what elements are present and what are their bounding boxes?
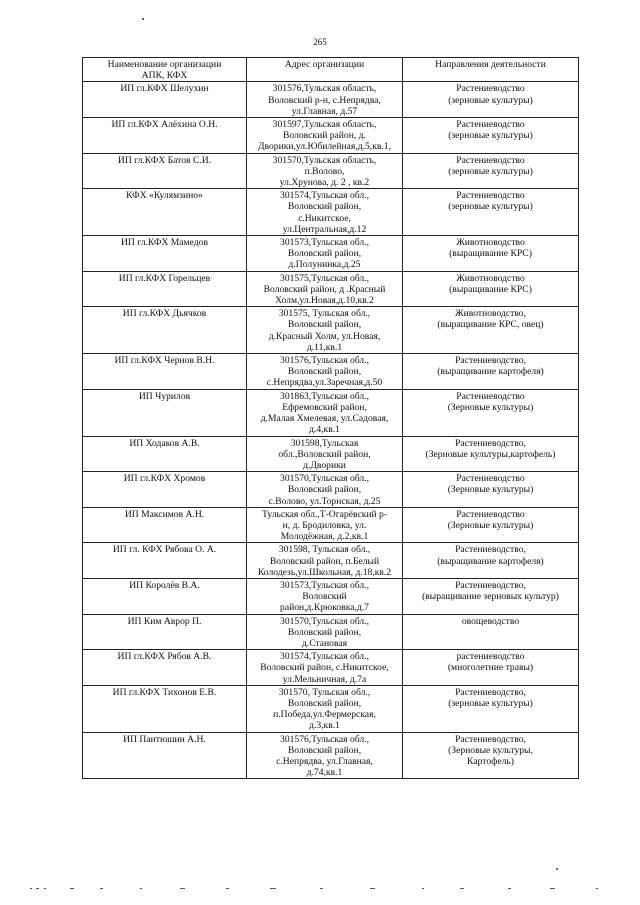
address-cell	[247, 543, 403, 579]
cell-line: 301598,Тульская	[290, 437, 359, 449]
activity-cell	[403, 543, 579, 579]
cell-line: Воловский район,	[287, 366, 362, 378]
cell-line: Растениеводство,	[455, 355, 526, 367]
cell-line: Ефремовский район,	[282, 401, 367, 413]
cell-line: Животноводство	[456, 237, 525, 249]
cell-line: Животноводство	[456, 272, 525, 284]
cell-line: КФХ «Кулямзино»	[126, 190, 203, 202]
cell-line: д.3,кв.1	[309, 720, 340, 732]
cell-line: 301573,Тульская обл.,	[280, 237, 369, 249]
org-name-cell	[83, 732, 247, 779]
cell-line: (многолетние травы)	[447, 662, 534, 674]
org-name-cell	[83, 685, 247, 732]
activity-cell	[403, 685, 579, 732]
cell-line: Воловский район, с.Никитское,	[260, 662, 389, 674]
cell-line: Воловский район, п.Белый	[269, 555, 380, 567]
table-row	[83, 153, 579, 189]
header-address	[247, 58, 403, 82]
cell-line: Растениеводство	[456, 508, 525, 520]
address-cell	[247, 271, 403, 307]
cell-line: (Зерновые культуры)	[447, 484, 534, 496]
cell-line: Растениеводство	[456, 83, 525, 95]
cell-line: (выращивание картофеля)	[437, 555, 544, 567]
cell-line: Растениеводство	[456, 390, 525, 402]
cell-line: (Зерновые культуры,картофель)	[425, 448, 556, 460]
cell-line: 301576,Тульская обл.,	[280, 733, 369, 745]
cell-line: 301574,Тульская обл.,	[280, 190, 369, 202]
cell-line: (Зерновые культуры,	[448, 744, 533, 756]
cell-line: 301570, Тульская обл.,	[278, 686, 371, 698]
cell-line: Направления деятельности	[435, 59, 546, 70]
scan-speck	[556, 868, 558, 870]
org-name-cell	[83, 271, 247, 307]
cell-line: д.74,кв.1	[306, 767, 343, 779]
address-cell	[247, 82, 403, 118]
activity-cell	[403, 507, 579, 543]
cell-line: ИП гл.КФХ Алёхина О.Н.	[111, 119, 218, 131]
cell-line: п.Волово,	[304, 165, 345, 177]
org-name-cell	[83, 578, 247, 614]
cell-line: Животноводство,	[455, 308, 526, 320]
table-row	[83, 507, 579, 543]
cell-line: д.Красный Холм, ул.Новая,	[268, 330, 381, 342]
cell-line: ИП Ходаков А.В.	[129, 437, 200, 449]
cell-line: ИП Пантюшин А.Н.	[123, 733, 206, 745]
address-cell	[247, 650, 403, 686]
cell-line: (Зерновые культуры)	[447, 519, 534, 531]
cell-line: (Зерновые культуры)	[447, 401, 534, 413]
cell-line: ул.Главная, д.57	[291, 105, 358, 117]
cell-line: Тульская обл.,Т-Огарёвский р-	[261, 508, 388, 520]
cell-line: Воловский район,	[287, 484, 362, 496]
cell-line: (зерновые культуры)	[448, 201, 533, 213]
cell-line: Молодёжная, д.2,кв.1	[280, 531, 369, 543]
cell-line: п.Победа,ул.Фермерская,	[273, 709, 376, 721]
cell-line: Воловский район,	[287, 744, 362, 756]
address-cell	[247, 118, 403, 154]
cell-line: (выращивание КРС)	[449, 248, 532, 260]
cell-line: 301598, Тульская обл.,	[278, 544, 371, 556]
cell-line: АПК, КФХ	[141, 70, 188, 82]
activity-cell	[403, 732, 579, 779]
activity-cell	[403, 82, 579, 118]
org-name-cell	[83, 650, 247, 686]
cell-line: 301575,Тульская обл.,	[280, 272, 369, 284]
address-cell	[247, 614, 403, 650]
activity-cell	[403, 650, 579, 686]
cell-line: район,д.Крюковка,д.7	[280, 602, 369, 614]
cell-line: 301576,Тульская область,	[272, 83, 377, 95]
cell-line: Воловский район, д.	[283, 130, 366, 142]
table-row	[83, 650, 579, 686]
address-cell	[247, 685, 403, 732]
activity-cell	[403, 153, 579, 189]
cell-line: (выращивание КРС, овец)	[437, 319, 544, 331]
table-header	[83, 58, 579, 82]
cell-line: Холм,ул.Новая,д.10,кв.2	[275, 295, 374, 307]
cell-line: Воловский район,	[287, 319, 362, 331]
org-name-cell	[83, 354, 247, 390]
activity-cell	[403, 472, 579, 508]
cell-line: 301570,Тульская область,	[272, 154, 377, 166]
activity-cell	[403, 389, 579, 436]
cell-line: Растениеводство,	[455, 686, 526, 698]
cell-line: 301863,Тульская обл.,	[280, 390, 369, 402]
org-name-cell	[83, 472, 247, 508]
cell-line: Воловский	[302, 591, 347, 603]
cell-line: ИП гл.КФХ Хромов	[123, 473, 206, 485]
cell-line: (зерновые культуры)	[448, 165, 533, 177]
table-row	[83, 189, 579, 236]
activity-cell	[403, 118, 579, 154]
org-name-cell	[83, 614, 247, 650]
cell-line: Воловский район,	[287, 201, 362, 213]
cell-line: ул.Хрунова, д. 2 , кв.2	[279, 177, 370, 189]
address-cell	[247, 732, 403, 779]
org-name-cell	[83, 189, 247, 236]
cell-line: (выращивание картофеля)	[437, 366, 544, 378]
cell-line: ИП Королёв В.А.	[129, 579, 200, 591]
address-cell	[247, 436, 403, 472]
organizations-table	[82, 57, 579, 779]
cell-line: ИП гл.КФХ Рябов А.В.	[117, 651, 212, 663]
table-body	[83, 82, 579, 779]
table-row	[83, 307, 579, 354]
org-name-cell	[83, 153, 247, 189]
cell-line: д.Становая	[301, 637, 348, 649]
cell-line: с.Волово, ул.Торнская, д.25	[268, 495, 381, 507]
address-cell	[247, 507, 403, 543]
org-name-cell	[83, 507, 247, 543]
cell-line: Растениеводство	[456, 119, 525, 131]
cell-line: Растениеводство,	[455, 544, 526, 556]
cell-line: с.Непрядва, ул.Главная,	[276, 755, 373, 767]
header-activity	[403, 58, 579, 82]
cell-line: обл.,Воловский район,	[278, 448, 371, 460]
cell-line: (выращивание КРС)	[449, 283, 532, 295]
cell-line: ИП гл.КФХ Чернов В.Н.	[114, 355, 215, 367]
table-row	[83, 389, 579, 436]
cell-line: (выращивание зерновых культур)	[422, 591, 559, 603]
address-cell	[247, 307, 403, 354]
address-cell	[247, 389, 403, 436]
cell-line: ИП Чурилов	[138, 390, 191, 402]
cell-line: 301597,Тульская область,	[272, 119, 377, 131]
table-row	[83, 436, 579, 472]
scan-speck	[142, 18, 144, 20]
cell-line: ул.Мельничная, д.7а	[282, 673, 367, 685]
cell-line: Колодезь,ул.Школьная, д.18,кв.2	[257, 566, 392, 578]
org-name-cell	[83, 436, 247, 472]
cell-line: 301576,Тульская обл.,	[280, 355, 369, 367]
cell-line: ИП гл.КФХ Тихонов Е.В.	[112, 686, 217, 698]
activity-cell	[403, 271, 579, 307]
activity-cell	[403, 189, 579, 236]
cell-line: ИП Ким Аврор П.	[127, 615, 202, 627]
cell-line: 301570,Тульская обл.,	[280, 473, 369, 485]
cell-line: 301570,Тульская обл.,	[280, 615, 369, 627]
address-cell	[247, 236, 403, 272]
cell-line: д.4,кв.1	[309, 424, 340, 436]
cell-line: Воловский район,	[287, 626, 362, 638]
org-name-cell	[83, 307, 247, 354]
cell-line: Растениеводство	[456, 190, 525, 202]
cell-line: Растениеводство,	[455, 579, 526, 591]
table-row	[83, 118, 579, 154]
activity-cell	[403, 578, 579, 614]
activity-cell	[403, 307, 579, 354]
cell-line: д.Дворики	[303, 459, 346, 471]
cell-line: ИП гл.КФХ Горельцев	[118, 272, 211, 284]
cell-line: Дворики,ул.Юбилейная,д.5,кв.1,	[257, 141, 391, 153]
address-cell	[247, 153, 403, 189]
org-name-cell	[83, 236, 247, 272]
activity-cell	[403, 354, 579, 390]
org-name-cell	[83, 389, 247, 436]
cell-line: растениеводство	[456, 651, 525, 663]
cell-line: Растениеводство,	[455, 733, 526, 745]
table-row	[83, 685, 579, 732]
cell-line: Растениеводство	[456, 154, 525, 166]
org-name-cell	[83, 543, 247, 579]
cell-line: 301575, Тульская обл.,	[278, 308, 371, 320]
org-name-cell	[83, 118, 247, 154]
header-org	[83, 58, 247, 82]
table-row	[83, 271, 579, 307]
cell-line: ИП Максимов А.Н.	[124, 508, 205, 520]
cell-line: д.Малая Хмелевая, ул.Садовая,	[260, 413, 389, 425]
table-row	[83, 236, 579, 272]
table-row	[83, 82, 579, 118]
address-cell	[247, 189, 403, 236]
table-row	[83, 732, 579, 779]
header-row	[83, 58, 579, 82]
cell-line: ул.Центральная,д.12	[282, 223, 367, 235]
cell-line: Растениеводство	[456, 473, 525, 485]
cell-line: ИП гл.КФХ Шелухин	[120, 83, 209, 95]
cell-line: Воловский р-н, с.Непрядва,	[268, 94, 381, 106]
table-row	[83, 578, 579, 614]
address-cell	[247, 354, 403, 390]
cell-line: д.11,кв.1	[306, 341, 343, 353]
cell-line: н, д. Бродиловка, ул.	[282, 519, 367, 531]
cell-line: овощеводство	[461, 615, 520, 627]
cell-line: Наименование организации	[107, 59, 222, 70]
page-number: 265	[313, 37, 327, 47]
table-row	[83, 543, 579, 579]
address-cell	[247, 472, 403, 508]
cell-line: с.Никитское,	[298, 212, 351, 224]
cell-line: ИП гл.КФХ Мамедов	[121, 237, 208, 249]
activity-cell	[403, 614, 579, 650]
cell-line: Растениеводство,	[455, 437, 526, 449]
cell-line: Воловский район, д .Красный	[263, 283, 386, 295]
cell-line: 301574,Тульская обл.,	[280, 651, 369, 663]
cell-line: ИП гл. КФХ Рябова О. А.	[112, 544, 217, 556]
cell-line: 301573,Тульская обл.,	[280, 579, 369, 591]
scan-footer-marks	[30, 887, 630, 890]
table-row	[83, 472, 579, 508]
org-name-cell	[83, 82, 247, 118]
address-cell	[247, 578, 403, 614]
cell-line: ИП гл.КФХ Батов С.И.	[117, 154, 212, 166]
table-row	[83, 354, 579, 390]
cell-line: (зерновые культуры)	[448, 130, 533, 142]
cell-line: Воловский район,	[287, 697, 362, 709]
cell-line: ИП гл.КФХ Дьячков	[122, 308, 207, 320]
cell-line: Воловский район,	[287, 248, 362, 260]
cell-line: д.Полунинка,д.25	[288, 259, 361, 271]
activity-cell	[403, 236, 579, 272]
activity-cell	[403, 436, 579, 472]
table-row	[83, 614, 579, 650]
cell-line: (зерновые культуры)	[448, 94, 533, 106]
cell-line: Картофель)	[467, 755, 514, 767]
cell-line: Адрес организации	[284, 59, 365, 70]
cell-line: (зерновые культуры)	[448, 697, 533, 709]
cell-line: с.Непрядва,ул.Заречная,д.50	[266, 377, 383, 389]
